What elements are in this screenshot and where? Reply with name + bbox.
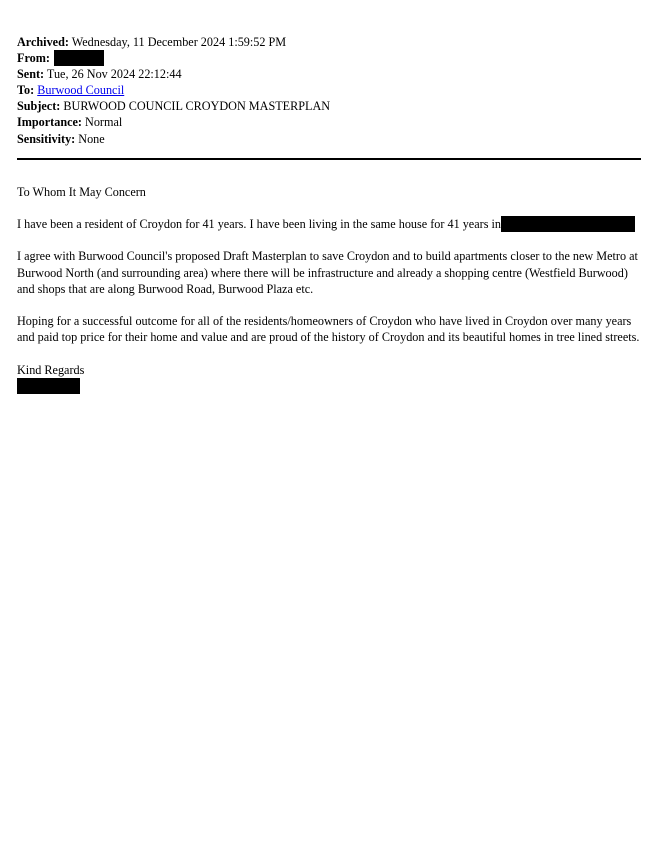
sent-row (17, 66, 641, 82)
sensitivity-label: Sensitivity: (17, 131, 76, 146)
from-redaction (54, 50, 104, 66)
signature-block (17, 362, 641, 394)
subject-value: BURWOOD COUNCIL CROYDON MASTERPLAN (63, 99, 331, 114)
sent-label: Sent: (17, 67, 45, 82)
importance-value: Normal (85, 115, 123, 130)
importance-row (17, 114, 641, 130)
archived-label: Archived: (17, 35, 69, 49)
to-recipient-link[interactable]: Burwood Council (37, 83, 125, 98)
subject-label: Subject: (17, 99, 61, 114)
archived-value: Wednesday, 11 December 2024 1:59:52 PM (71, 35, 287, 49)
body-paragraph-2: I agree with Burwood Council's proposed Draft Masterplan to save Croydon and to build apartments closer to the new Metro at Burwood North (and surrounding area) where there will be infrastructure and already a shopping centre (Westfield Burwood) and shops that are along Burwood Road, Burwood Plaza etc. (17, 249, 638, 296)
signature-redaction (17, 378, 80, 394)
address-redaction (501, 216, 635, 232)
sent-value: Tue, 26 Nov 2024 22:12:44 (46, 67, 182, 82)
from-row (17, 50, 641, 66)
importance-label: Importance: (17, 115, 82, 130)
email-printout (17, 34, 641, 394)
body-paragraph-1 (17, 216, 641, 232)
subject-row (17, 98, 641, 114)
archived-row (17, 34, 641, 50)
email-header (17, 34, 641, 147)
header-divider (17, 158, 641, 160)
to-label: To: (17, 83, 35, 98)
sensitivity-row (17, 131, 641, 147)
body-paragraph-1-text: I have been a resident of Croydon for 41 years. I have been living in the same house for 41 years in (17, 217, 501, 232)
sensitivity-value: None (78, 131, 105, 146)
body-paragraph-3: Hoping for a successful outcome for all of the residents/homeowners of Croydon who have lived in Croydon over many years and paid top price for their home and value and are proud of the history of Croydon and its beautiful homes in tree lined streets. (17, 314, 640, 345)
email-body (17, 184, 641, 394)
from-label: From: (17, 51, 50, 66)
to-row (17, 82, 641, 98)
signoff: Kind Regards (17, 362, 85, 377)
greeting: To Whom It May Concern (17, 184, 146, 199)
